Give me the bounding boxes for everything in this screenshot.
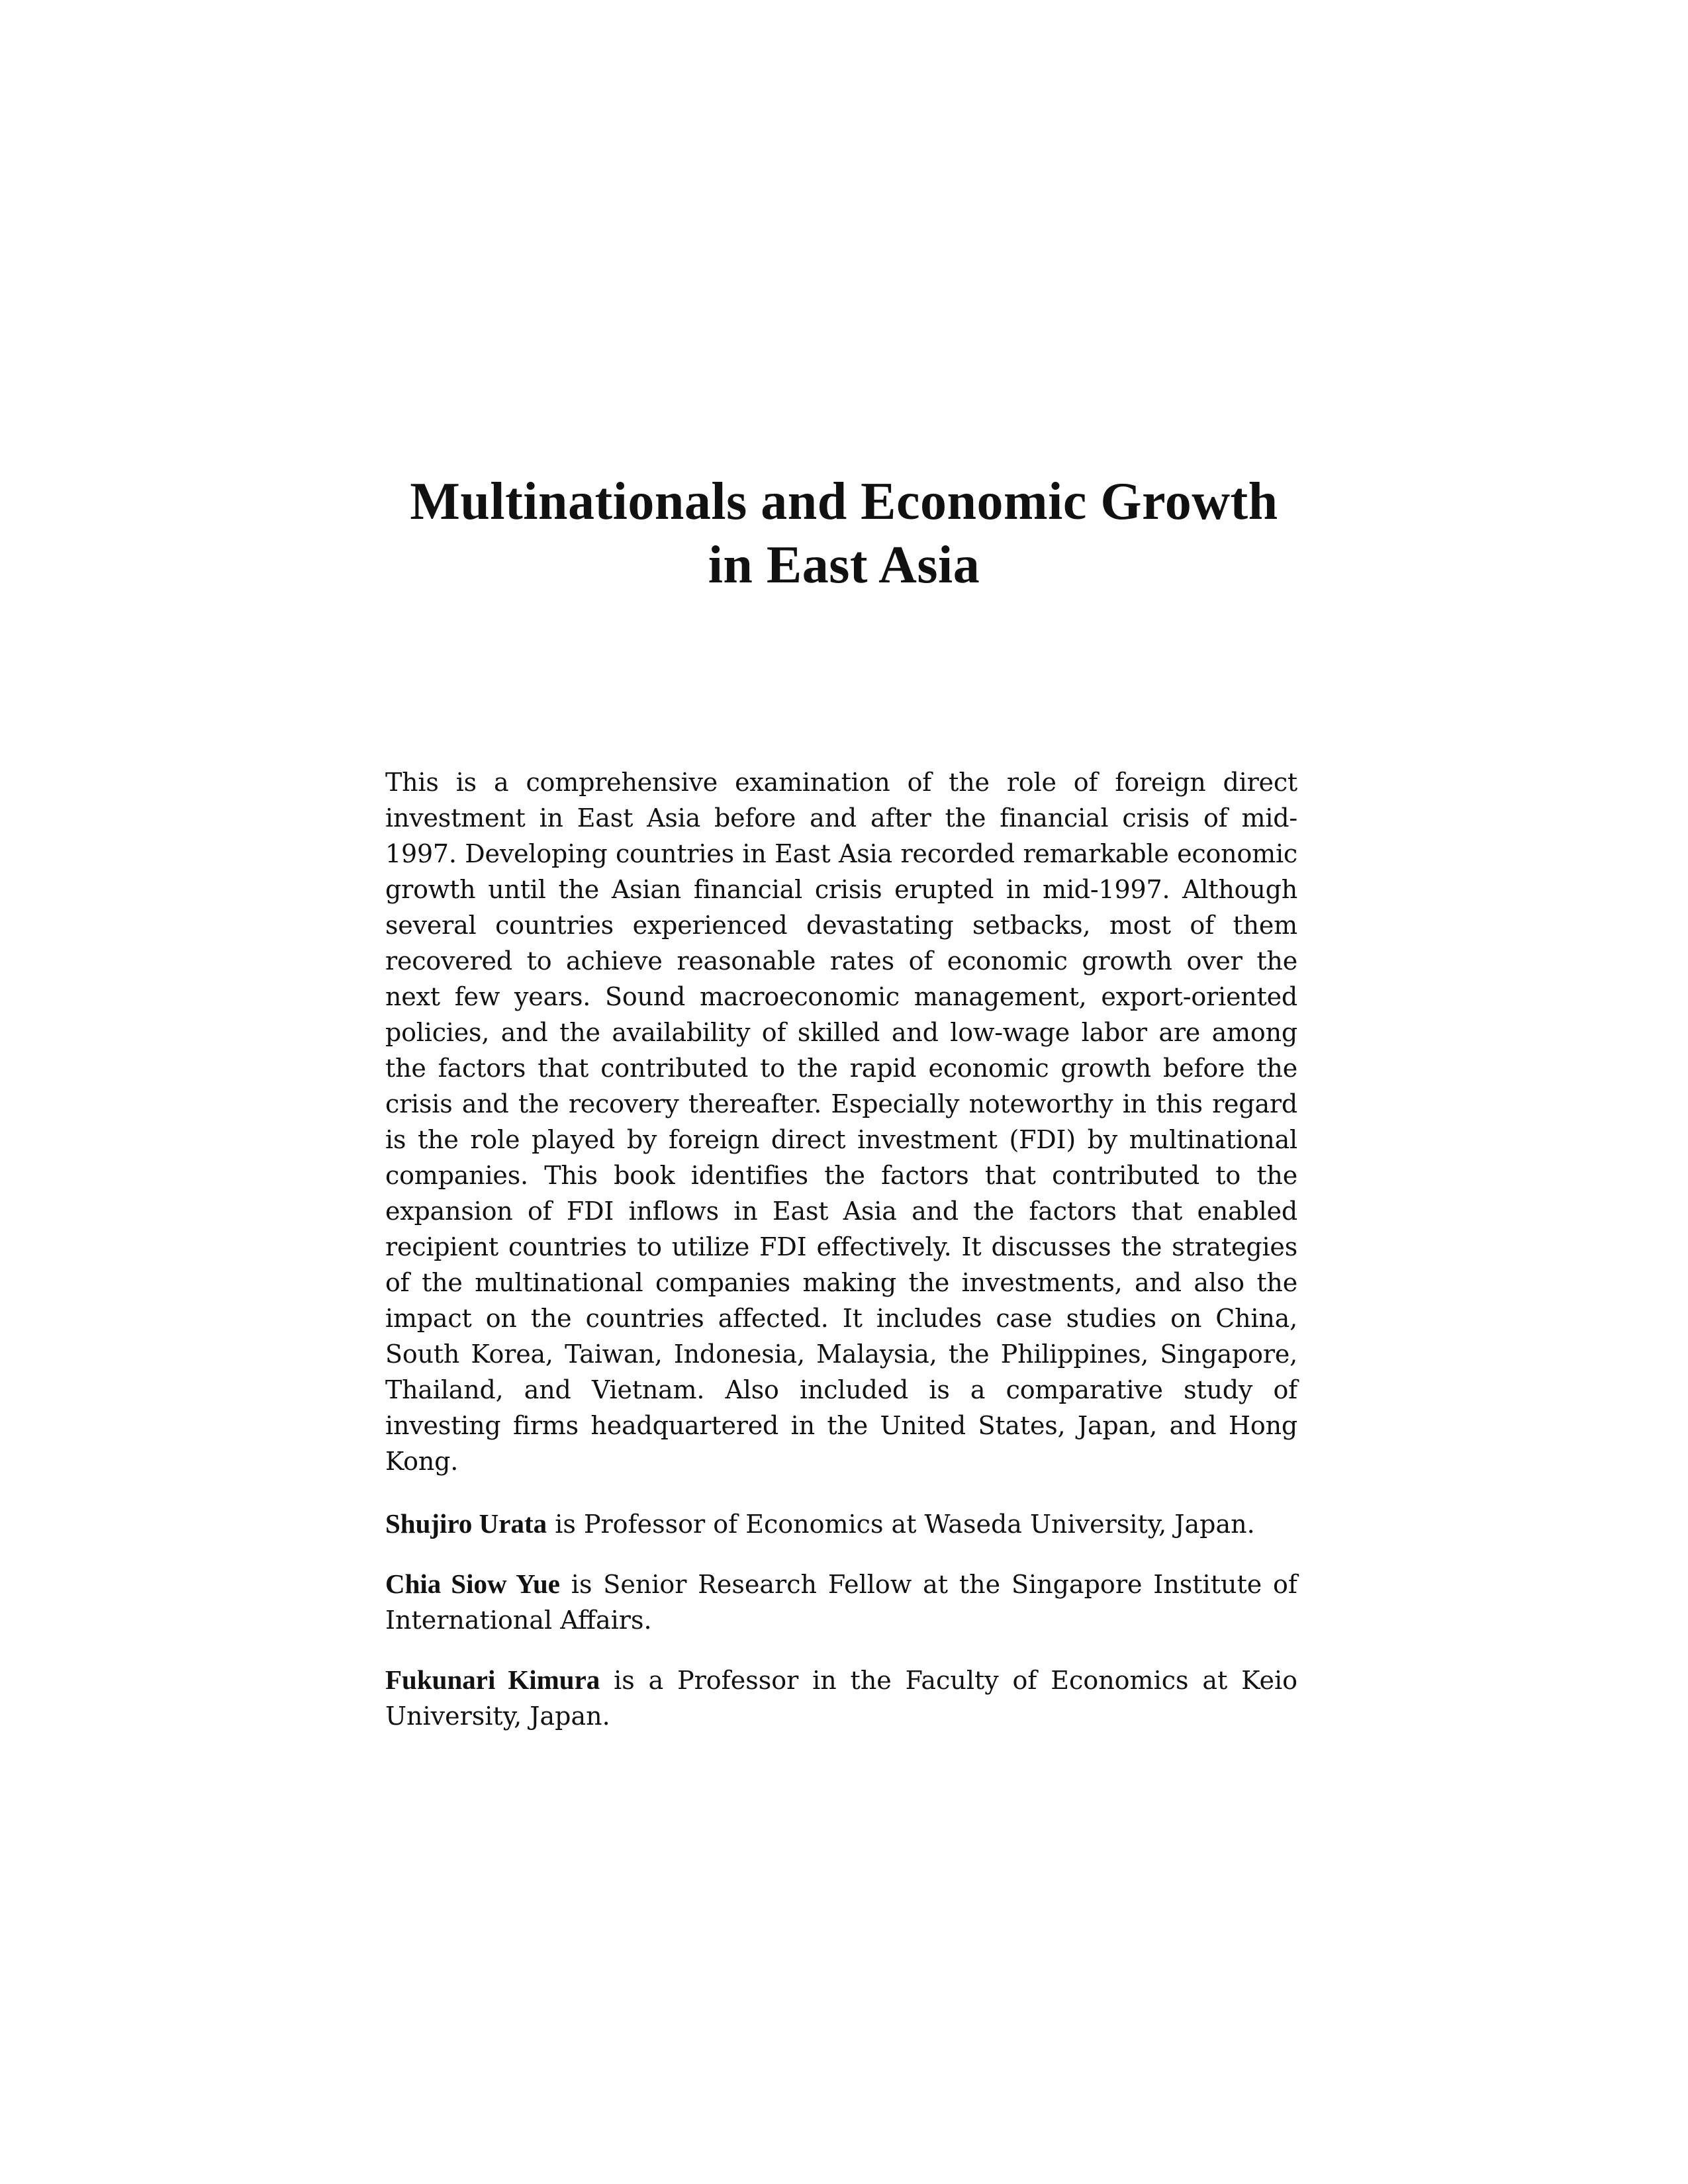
book-description: This is a comprehensive examination of the role of foreign direct investment in East Asia before and after the financial crisis of mid-1997. Developing countries in East Asia recorded remarkable economic growth until the Asian financial crisis erupted in mid-1997. Although several countries experienced devastating setbacks, most of them recovered to achieve reasonable rates of economic growth over the next few years. Sound macroeconomic management, export-oriented policies, and the availability of skilled and low-wage labor are among the factors that contributed to the rapid economic growth before the crisis and the recovery thereafter. Especially noteworthy in this regard is the role played by foreign direct investment (FDI) by multinational companies. This book identifies the factors that contributed to the expansion of FDI inflows in East Asia and the factors that enabled recipient countries to utilize FDI effectively. It discusses the strategies of the multinational companies making the investments, and also the impact on the countries affected. It includes case studies on China, South Korea, Taiwan, Indonesia, Malaysia, the Philippines, Singapore, Thailand, and Vietnam. Also included is a comparative study of investing firms headquartered in the United States, Japan, and Hong Kong. — [385, 768, 1297, 1476]
editor-name: Chia Siow Yue — [385, 1569, 560, 1599]
editor-name: Shujiro Urata — [385, 1508, 547, 1539]
book-title-line-1: Multinationals and Economic Growth — [410, 473, 1278, 531]
book-title-line-2: in East Asia — [708, 536, 980, 594]
editor-bio-text: is Senior Research Fellow at the Singapore Institute of International Affairs. — [385, 1570, 1297, 1635]
editor-name: Fukunari Kimura — [385, 1664, 600, 1695]
editor-bio — [385, 1662, 1297, 1734]
editor-bio — [385, 1506, 1297, 1542]
book-title — [0, 470, 1688, 597]
book-content — [385, 764, 1297, 1758]
editor-bio-text: is a Professor in the Faculty of Economics at Keio University, Japan. — [385, 1666, 1297, 1731]
editor-bio — [385, 1566, 1297, 1638]
editor-bio-text: is Professor of Economics at Waseda University, Japan. — [547, 1510, 1255, 1539]
